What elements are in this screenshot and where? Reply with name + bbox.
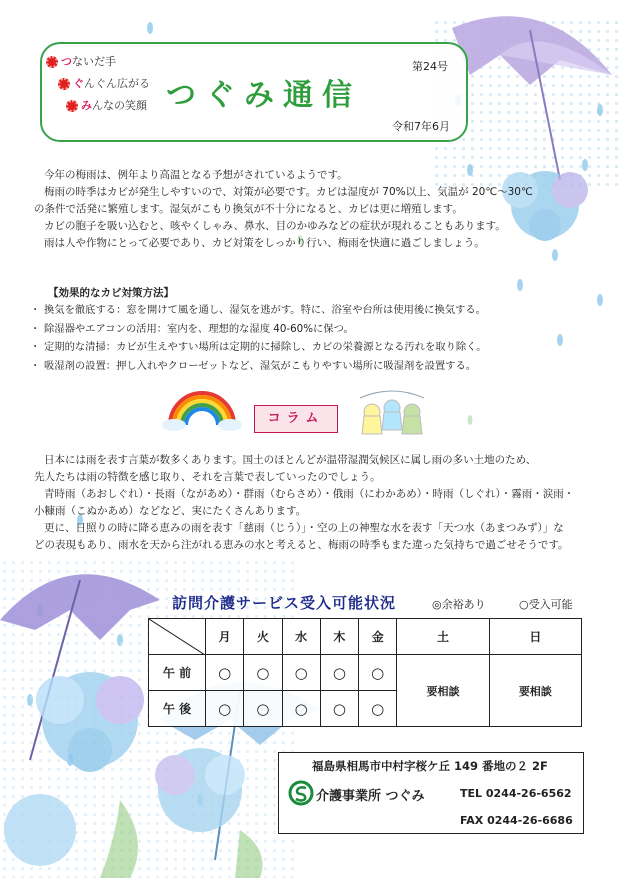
table-header-row (149, 619, 582, 655)
availability-cell: ○ (320, 655, 358, 691)
day-header: 月 (206, 619, 244, 655)
intro-line: カビの胞子を吸い込むと、咳やくしゃみ、鼻水、目のかゆみなどの症状が現れることもあります。 (44, 220, 506, 232)
rainbow-icon (162, 385, 242, 431)
sunday-cell: 要相談 (489, 655, 581, 727)
issue-date: 令和7年6月 (392, 120, 450, 133)
availability-cell: ○ (359, 691, 397, 727)
phone-number: TEL 0244-26-6562 (460, 787, 572, 800)
availability-cell: ○ (359, 655, 397, 691)
service-title: 訪問介護サービス受入可能状況 (172, 594, 397, 612)
availability-cell: ○ (320, 691, 358, 727)
teru-teru-bozu-icon (356, 388, 428, 444)
column-text (34, 452, 604, 554)
list-item: ・ 除湿器やエアコンの活用：室内を、理想的な湿度 40-60%に保つ。 (30, 322, 354, 335)
intro-paragraph (34, 167, 594, 252)
day-header: 火 (244, 619, 282, 655)
list-item: ・ 換気を徹底する：窓を開けて風を通し、湿気を逃がす。特に、浴室や台所は使用後に換気する。 (30, 304, 486, 316)
column-line: 更に、日照りの時に降る恵みの雨を表す「慈雨（じう）」・空の上の神聖な水を表す「天つ水（あまつみず）」な (44, 522, 564, 534)
column-line: 先人たちは雨の特徴を感じ取り、それを言葉で表していったのでしょう。 (34, 471, 381, 483)
availability-cell: ○ (244, 691, 282, 727)
column-line: 小糠雨（こぬかあめ）などなど、実にたくさんあります。 (34, 505, 307, 517)
flower-icon (66, 100, 78, 112)
row-label: 午 前 (149, 655, 206, 691)
saturday-cell: 要相談 (397, 655, 489, 727)
legend-ample: ◎余裕あり (432, 598, 486, 611)
day-header: 水 (282, 619, 320, 655)
contact-content (278, 752, 582, 832)
measures-title: 【効果的なカビ対策方法】 (48, 287, 174, 299)
availability-cell: ○ (282, 655, 320, 691)
slogan-line-3: みんなの笑顔 (66, 96, 147, 115)
column-banner: コラム (254, 405, 338, 433)
page-title: つぐみ通信 (166, 78, 361, 113)
list-item: ・ 吸湿剤の設置：押し入れやクローゼットなど、湿気がこもりやすい場所に吸湿剤を設置する。 (30, 359, 477, 372)
column-line: 日本には雨を表す言葉が数多くあります。国土のほとんどが温帯湿潤気候区に属し雨の多い土地のため、 (44, 454, 537, 466)
measures-list (30, 301, 487, 375)
list-item: ・ 定期的な清掃：カビが生えやすい場所は定期的に掃除し、カビの栄養源となる汚れを取り除く。 (30, 341, 487, 353)
day-header: 木 (320, 619, 358, 655)
day-header: 金 (359, 619, 397, 655)
slogan-line-2: ぐんぐん広がる (58, 74, 150, 93)
column-line: 青時雨（あおしぐれ）・長雨（ながあめ）・群雨（むらさめ）・俄雨（にわかあめ）・時雨（しぐれ）・霧雨・涙雨・ (44, 488, 575, 500)
table-row (149, 655, 582, 691)
diagonal-line (149, 619, 205, 655)
availability-cell: ○ (244, 655, 282, 691)
issue-number: 第24号 (412, 60, 448, 73)
column-line: どの表現もあり、雨水を天から注がれる恵みの水と考えると、梅雨の時季もまた違った気持ちで過ごせそうです。 (34, 539, 569, 551)
intro-line: 梅雨の時季はカビが発生しやすいので、対策が必要です。カビは湿度が 70%以上、気温が 20℃～30℃ (44, 186, 533, 198)
service-schedule-table (148, 618, 582, 727)
corner-cell (149, 619, 206, 655)
intro-line: 今年の梅雨は、例年より高温となる予想がされているようです。 (44, 169, 348, 181)
intro-line: の条件で活発に繁殖します。湿気がこもり換気が不十分になると、カビは更に増殖します。 (34, 203, 463, 215)
availability-cell: ○ (206, 691, 244, 727)
day-header: 土 (397, 619, 489, 655)
day-header: 日 (489, 619, 581, 655)
address: 福島県相馬市中村字桜ケ丘 149 番地の２ 2F (312, 759, 548, 773)
flower-icon (58, 78, 70, 90)
legend-ok: ○受入可能 (519, 598, 573, 611)
company-logo-icon (288, 780, 314, 806)
flower-icon (46, 56, 58, 68)
availability-cell: ○ (282, 691, 320, 727)
slogan-line-1: つないだ手 (46, 52, 116, 71)
fax-number: FAX 0244-26-6686 (460, 814, 573, 827)
row-label: 午 後 (149, 691, 206, 727)
intro-line: 雨は人や作物にとって必要であり、カビ対策をしっかり行い、梅雨を快適に過ごしましょう。 (44, 237, 485, 249)
availability-cell: ○ (206, 655, 244, 691)
company-name: 介護事業所 つぐみ (316, 789, 425, 804)
